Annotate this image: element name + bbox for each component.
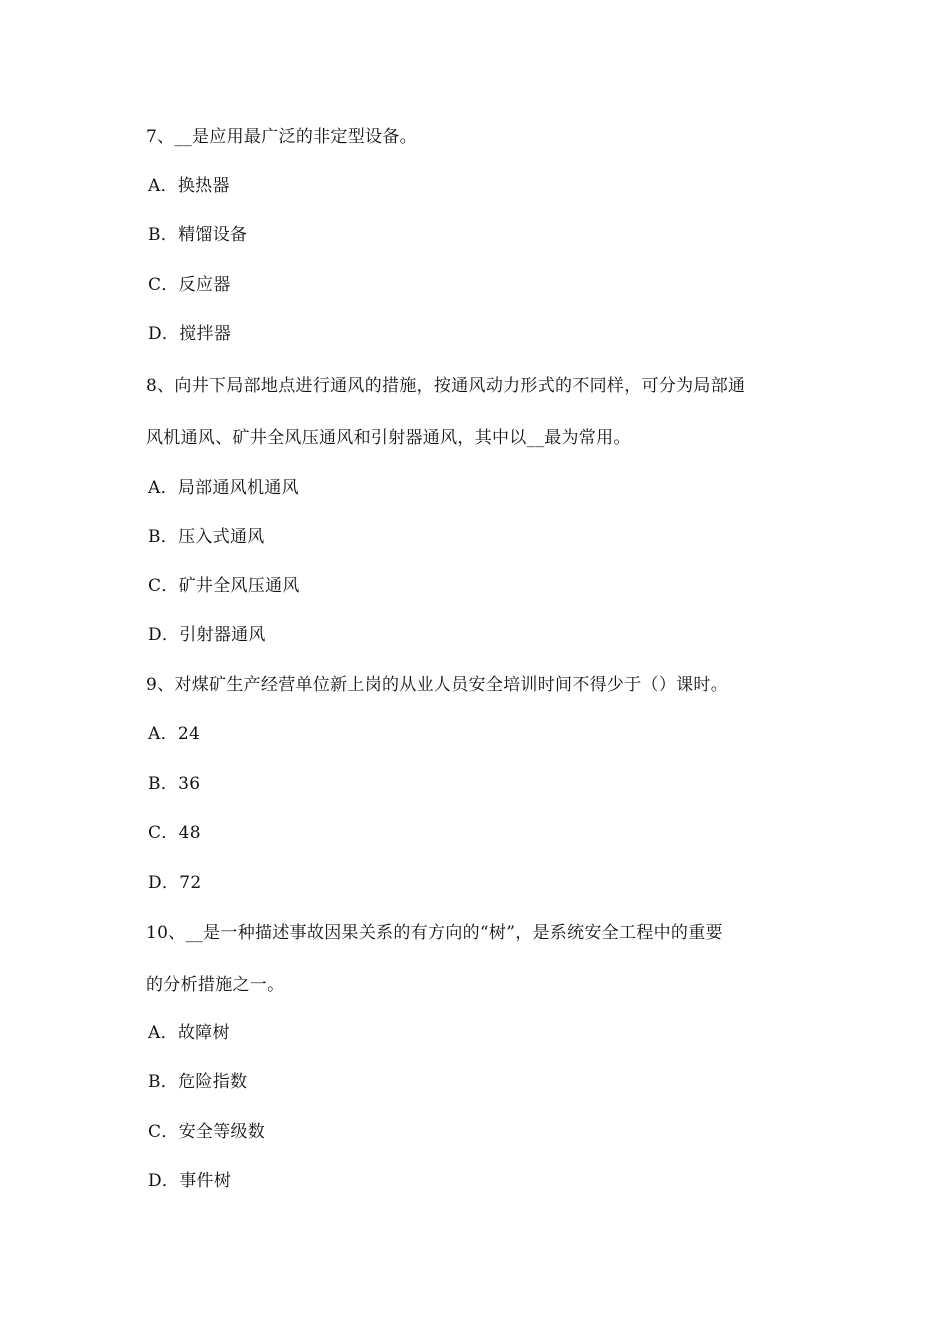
- question-7-option-c: C．反应器: [148, 275, 231, 295]
- question-10-option-a: A．故障树: [148, 1023, 230, 1043]
- question-9-option-a: A．24: [148, 724, 201, 744]
- question-8-option-a: A．局部通风机通风: [148, 478, 299, 498]
- question-10-option-c: C．安全等级数: [148, 1122, 266, 1142]
- question-7-option-d: D．搅拌器: [148, 324, 232, 344]
- question-9-option-d: D．72: [148, 873, 202, 893]
- question-10-text-line-1: 10、__是一种描述事故因果关系的有方向的“树”，是系统安全工程中的重要: [146, 923, 723, 943]
- question-7-text: 7、__是应用最广泛的非定型设备。: [146, 127, 417, 147]
- question-7-option-b: B．精馏设备: [148, 225, 248, 245]
- question-9-option-b: B．36: [148, 774, 201, 794]
- question-10-text-line-2: 的分析措施之一。: [146, 975, 285, 995]
- question-8-option-c: C．矿井全风压通风: [148, 576, 300, 596]
- question-9-option-c: C．48: [148, 823, 201, 843]
- question-9-text: 9、对煤矿生产经营单位新上岗的从业人员安全培训时间不得少于（）课时。: [146, 675, 729, 695]
- question-8-option-b: B．压入式通风: [148, 527, 265, 547]
- question-10-option-d: D．事件树: [148, 1171, 232, 1191]
- question-8-text-line-2: 风机通风、矿井全风压通风和引射器通风，其中以__最为常用。: [146, 428, 631, 448]
- question-8-option-d: D．引射器通风: [148, 625, 266, 645]
- question-10-option-b: B．危险指数: [148, 1072, 248, 1092]
- question-8-text-line-1: 8、向井下局部地点进行通风的措施，按通风动力形式的不同样，可分为局部通: [146, 376, 746, 396]
- question-7-option-a: A．换热器: [148, 176, 230, 196]
